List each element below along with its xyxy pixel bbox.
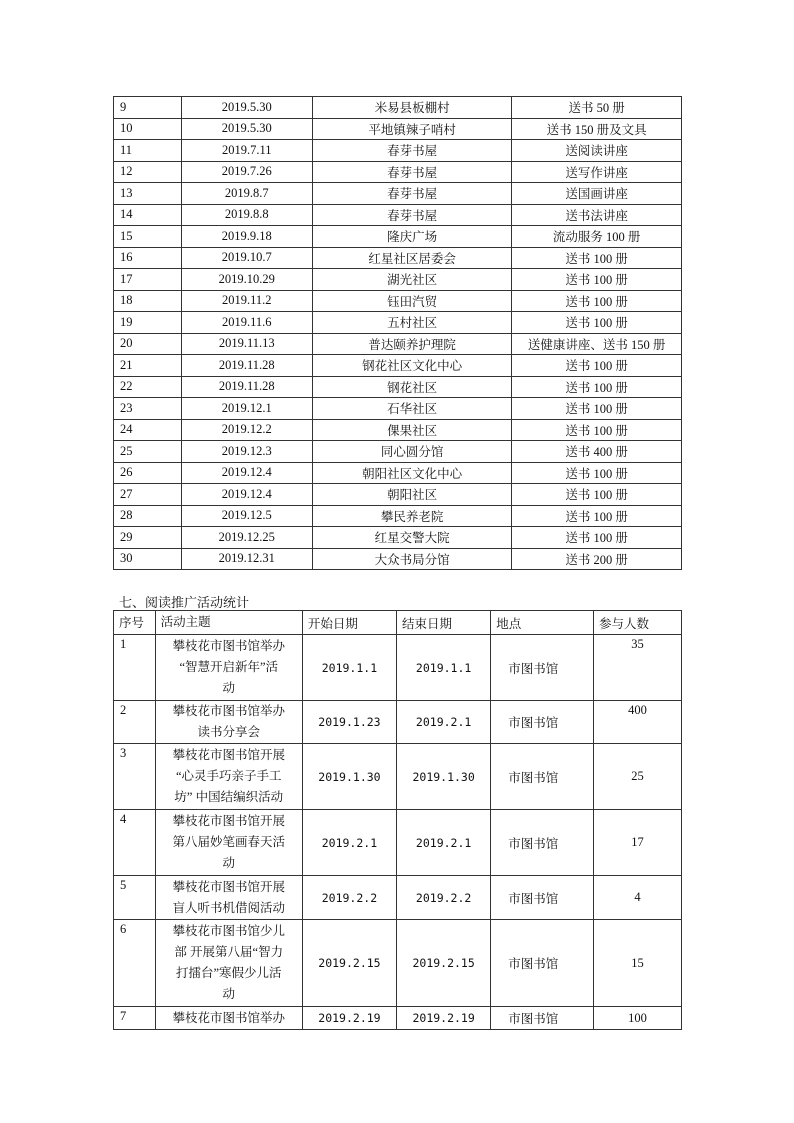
activity-place: 市图书馆 xyxy=(491,744,594,810)
table-header-row xyxy=(114,611,682,635)
table-row xyxy=(114,548,682,570)
activity-topic xyxy=(155,1007,302,1030)
activity-no: 1 xyxy=(114,635,156,701)
table-row xyxy=(114,226,682,248)
activity-no: 6 xyxy=(114,920,156,1007)
row-number: 16 xyxy=(114,247,182,269)
activity-topic xyxy=(155,635,302,701)
table-row xyxy=(114,183,682,205)
row-number: 24 xyxy=(114,419,182,441)
row-location: 钰田汽贸 xyxy=(312,290,511,312)
row-location: 春芽书屋 xyxy=(312,183,511,205)
table-row xyxy=(114,140,682,162)
row-location: 倮果社区 xyxy=(312,419,511,441)
table-row xyxy=(114,876,682,920)
row-location: 钢花社区文化中心 xyxy=(312,355,511,377)
row-number: 15 xyxy=(114,226,182,248)
row-number: 12 xyxy=(114,161,182,183)
row-service: 送书 100 册 xyxy=(512,290,682,312)
row-number: 9 xyxy=(114,97,182,119)
row-location: 隆庆广场 xyxy=(312,226,511,248)
row-location: 攀民养老院 xyxy=(312,505,511,527)
activity-topic-line: 部 开展第八届“智力 xyxy=(174,945,284,959)
table-row xyxy=(114,161,682,183)
row-date: 2019.12.2 xyxy=(181,419,312,441)
activity-topic-line: 读书分享会 xyxy=(197,725,260,739)
row-date: 2019.7.26 xyxy=(181,161,312,183)
row-service: 送书 100 册 xyxy=(512,312,682,334)
activity-start-date: 2019.2.2 xyxy=(302,876,396,920)
row-service: 送书 150 册及文具 xyxy=(512,118,682,140)
table-row xyxy=(114,247,682,269)
row-date: 2019.11.6 xyxy=(181,312,312,334)
activity-no: 7 xyxy=(114,1007,156,1030)
activity-end-date: 2019.1.1 xyxy=(397,635,491,701)
activity-participants: 25 xyxy=(593,744,681,810)
table-row xyxy=(114,97,682,119)
table-row xyxy=(114,744,682,810)
row-service: 送书 100 册 xyxy=(512,355,682,377)
activity-end-date: 2019.2.2 xyxy=(397,876,491,920)
activity-end-date: 2019.2.1 xyxy=(397,810,491,876)
row-number: 27 xyxy=(114,484,182,506)
row-number: 25 xyxy=(114,441,182,463)
row-number: 14 xyxy=(114,204,182,226)
activity-topic-line: 攀枝花市图书馆开展 xyxy=(172,748,285,762)
row-number: 30 xyxy=(114,548,182,570)
activity-participants: 15 xyxy=(593,920,681,1007)
activity-end-date: 2019.2.19 xyxy=(397,1007,491,1030)
activity-topic-line: 动 xyxy=(222,987,235,1001)
row-service: 送健康讲座、送书 150 册 xyxy=(512,333,682,355)
activity-topic-line: 动 xyxy=(222,856,235,870)
section-title: 七、阅读推广活动统计 xyxy=(119,595,250,610)
row-date: 2019.10.7 xyxy=(181,247,312,269)
activity-topic-line: 攀枝花市图书馆开展 xyxy=(172,879,285,894)
activity-start-date: 2019.1.1 xyxy=(302,635,396,701)
row-number: 23 xyxy=(114,398,182,420)
activity-topic-line: 攀枝花市图书馆举办 xyxy=(172,1011,285,1025)
table-row xyxy=(114,355,682,377)
row-date: 2019.12.4 xyxy=(181,462,312,484)
table-row xyxy=(114,1007,682,1030)
table-row xyxy=(114,810,682,876)
row-location: 朝阳社区文化中心 xyxy=(312,462,511,484)
row-date: 2019.12.3 xyxy=(181,441,312,463)
activity-participants: 35 xyxy=(593,635,681,701)
header-topic: 活动主题 xyxy=(155,611,302,635)
activity-no: 4 xyxy=(114,810,156,876)
table-row xyxy=(114,269,682,291)
row-service: 送书 400 册 xyxy=(512,441,682,463)
activity-topic-line: 攀枝花市图书馆开展 xyxy=(172,814,285,828)
activity-start-date: 2019.1.30 xyxy=(302,744,396,810)
row-date: 2019.9.18 xyxy=(181,226,312,248)
activity-topic-line: 坊” 中国结编织活动 xyxy=(174,790,284,804)
row-location: 钢花社区 xyxy=(312,376,511,398)
activity-no: 3 xyxy=(114,744,156,810)
table-row xyxy=(114,376,682,398)
activity-topic-line: 盲人听书机借阅活动 xyxy=(172,900,285,915)
activity-topic xyxy=(155,876,302,920)
row-service: 送书 100 册 xyxy=(512,269,682,291)
row-date: 2019.11.28 xyxy=(181,376,312,398)
row-location: 朝阳社区 xyxy=(312,484,511,506)
row-service: 送书 100 册 xyxy=(512,247,682,269)
row-date: 2019.11.13 xyxy=(181,333,312,355)
row-location: 五村社区 xyxy=(312,312,511,334)
activity-end-date: 2019.1.30 xyxy=(397,744,491,810)
activity-no: 5 xyxy=(114,876,156,920)
table-row xyxy=(114,419,682,441)
row-service: 流动服务 100 册 xyxy=(512,226,682,248)
row-number: 20 xyxy=(114,333,182,355)
activity-topic-line: 第八届妙笔画春天活 xyxy=(172,835,285,849)
row-date: 2019.7.11 xyxy=(181,140,312,162)
table-row xyxy=(114,290,682,312)
activity-place: 市图书馆 xyxy=(491,810,594,876)
table-row xyxy=(114,398,682,420)
activity-topic xyxy=(155,744,302,810)
row-location: 春芽书屋 xyxy=(312,204,511,226)
table-row xyxy=(114,484,682,506)
row-date: 2019.12.1 xyxy=(181,398,312,420)
activity-place: 市图书馆 xyxy=(491,876,594,920)
activity-topic-line: “智慧开启新年”活 xyxy=(179,660,279,674)
row-date: 2019.11.28 xyxy=(181,355,312,377)
activity-topic xyxy=(155,701,302,744)
table-row xyxy=(114,333,682,355)
table-row xyxy=(114,920,682,1007)
row-date: 2019.8.8 xyxy=(181,204,312,226)
header-start-date: 开始日期 xyxy=(302,611,396,635)
table-row xyxy=(114,505,682,527)
activity-start-date: 2019.2.19 xyxy=(302,1007,396,1030)
row-date: 2019.12.5 xyxy=(181,505,312,527)
row-date: 2019.12.31 xyxy=(181,548,312,570)
row-service: 送书 100 册 xyxy=(512,484,682,506)
row-number: 13 xyxy=(114,183,182,205)
activity-place: 市图书馆 xyxy=(491,701,594,744)
activity-place: 市图书馆 xyxy=(491,920,594,1007)
activity-place: 市图书馆 xyxy=(491,635,594,701)
table-row xyxy=(114,118,682,140)
activity-participants: 100 xyxy=(593,1007,681,1030)
activity-no: 2 xyxy=(114,701,156,744)
row-date: 2019.11.2 xyxy=(181,290,312,312)
activity-start-date: 2019.1.23 xyxy=(302,701,396,744)
row-service: 送书 100 册 xyxy=(512,398,682,420)
activity-place: 市图书馆 xyxy=(491,1007,594,1030)
table-row xyxy=(114,701,682,744)
row-location: 春芽书屋 xyxy=(312,161,511,183)
row-service: 送阅读讲座 xyxy=(512,140,682,162)
row-number: 26 xyxy=(114,462,182,484)
row-location: 大众书局分馆 xyxy=(312,548,511,570)
activity-topic-line: 动 xyxy=(222,681,235,695)
row-service: 送国画讲座 xyxy=(512,183,682,205)
table-row xyxy=(114,462,682,484)
row-date: 2019.12.25 xyxy=(181,527,312,549)
row-date: 2019.12.4 xyxy=(181,484,312,506)
row-number: 18 xyxy=(114,290,182,312)
table-row xyxy=(114,527,682,549)
row-location: 春芽书屋 xyxy=(312,140,511,162)
row-date: 2019.8.7 xyxy=(181,183,312,205)
row-date: 2019.10.29 xyxy=(181,269,312,291)
row-number: 22 xyxy=(114,376,182,398)
activity-end-date: 2019.2.1 xyxy=(397,701,491,744)
book-distribution-table xyxy=(113,96,682,570)
row-service: 送书法讲座 xyxy=(512,204,682,226)
activity-end-date: 2019.2.15 xyxy=(397,920,491,1007)
row-number: 28 xyxy=(114,505,182,527)
activity-start-date: 2019.2.1 xyxy=(302,810,396,876)
row-date: 2019.5.30 xyxy=(181,118,312,140)
table-row xyxy=(114,635,682,701)
row-service: 送书 50 册 xyxy=(512,97,682,119)
row-location: 同心圆分馆 xyxy=(312,441,511,463)
activity-topic-line: 攀枝花市图书馆举办 xyxy=(172,704,285,718)
row-location: 平地镇辣子哨村 xyxy=(312,118,511,140)
row-number: 10 xyxy=(114,118,182,140)
header-end-date: 结束日期 xyxy=(397,611,491,635)
activity-topic xyxy=(155,920,302,1007)
activity-topic-line: 打擂台”寒假少儿活 xyxy=(175,966,282,980)
row-service: 送书 100 册 xyxy=(512,527,682,549)
row-location: 红星社区居委会 xyxy=(312,247,511,269)
table-row xyxy=(114,204,682,226)
row-location: 红星交警大院 xyxy=(312,527,511,549)
row-service: 送书 100 册 xyxy=(512,376,682,398)
activity-topic-line: “心灵手巧亲子手工 xyxy=(175,769,282,783)
row-location: 湖光社区 xyxy=(312,269,511,291)
row-date: 2019.5.30 xyxy=(181,97,312,119)
activity-topic-line: 攀枝花市图书馆少儿 xyxy=(172,924,285,938)
row-number: 17 xyxy=(114,269,182,291)
row-number: 29 xyxy=(114,527,182,549)
row-service: 送书 100 册 xyxy=(512,505,682,527)
row-service: 送写作讲座 xyxy=(512,161,682,183)
table-row xyxy=(114,441,682,463)
row-location: 普达颐养护理院 xyxy=(312,333,511,355)
row-number: 21 xyxy=(114,355,182,377)
header-place: 地点 xyxy=(491,611,594,635)
activity-participants: 17 xyxy=(593,810,681,876)
row-service: 送书 200 册 xyxy=(512,548,682,570)
activity-participants: 4 xyxy=(593,876,681,920)
row-location: 石华社区 xyxy=(312,398,511,420)
row-number: 11 xyxy=(114,140,182,162)
row-service: 送书 100 册 xyxy=(512,419,682,441)
row-service: 送书 100 册 xyxy=(512,462,682,484)
activity-start-date: 2019.2.15 xyxy=(302,920,396,1007)
table-row xyxy=(114,312,682,334)
row-number: 19 xyxy=(114,312,182,334)
row-location: 米易县板棚村 xyxy=(312,97,511,119)
activity-topic xyxy=(155,810,302,876)
header-count: 参与人数 xyxy=(593,611,681,635)
reading-activity-table xyxy=(113,610,682,1030)
activity-topic-line: 攀枝花市图书馆举办 xyxy=(172,639,285,653)
activity-participants: 400 xyxy=(593,701,681,744)
header-no: 序号 xyxy=(114,611,156,635)
